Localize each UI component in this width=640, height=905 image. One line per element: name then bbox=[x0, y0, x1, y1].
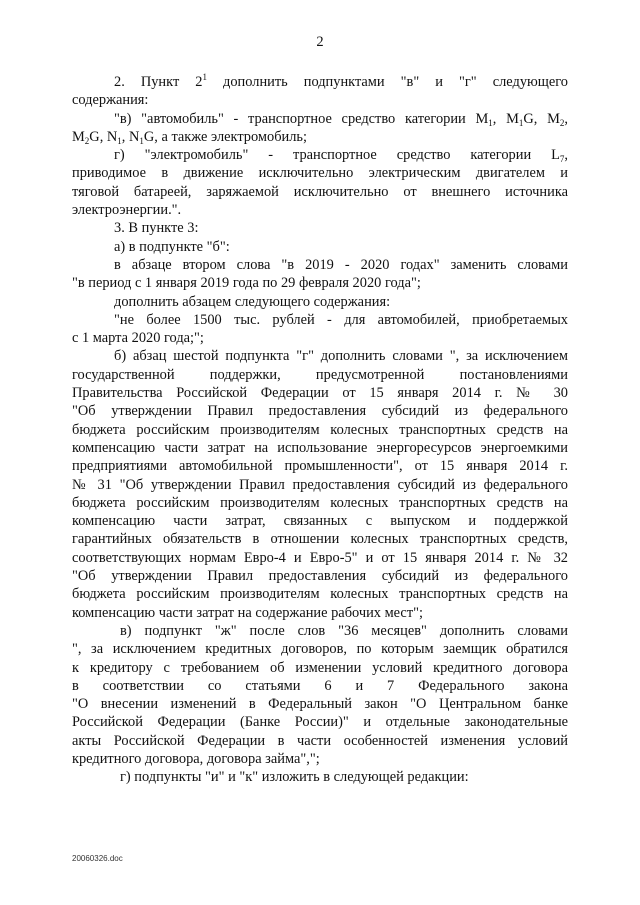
text-line: компенсацию части затрат на использование энергоресурсов энергоемкими bbox=[72, 439, 568, 456]
text-line: 3. В пункте 3: bbox=[114, 220, 199, 237]
text-line: компенсацию части затрат на содержание рабочих мест"; bbox=[72, 604, 423, 621]
text-line: приводимое в движение исключительно электрическим двигателем и bbox=[72, 165, 568, 182]
text-line: предприятиями автомобильной промышленности", от 15 января 2014 г. bbox=[72, 458, 568, 475]
text-line: "не более 1500 тыс. рублей - для автомобилей, приобретаемых bbox=[114, 311, 568, 328]
text-line: с 1 марта 2020 года;"; bbox=[72, 330, 204, 347]
text-line: электроэнергии.". bbox=[72, 202, 182, 219]
text-line: "Об утверждении Правил предоставления субсидий из федерального bbox=[72, 568, 568, 585]
text-line: ", за исключением кредитных договоров, по которым заемщик обратился bbox=[72, 641, 568, 658]
document-body bbox=[72, 73, 568, 787]
text-line: "Об утверждении Правил предоставления субсидий из федерального bbox=[72, 403, 568, 420]
text-line: акты Российской Федерации в части особенностей изменения условий bbox=[72, 732, 568, 749]
text-line: бюджета российским производителям колесных транспортных средств на bbox=[72, 586, 568, 603]
text-line: $M_2G$, $N_1$, $N_1G$, а также электромобиль; bbox=[72, 128, 307, 146]
text-line: бюджета российским производителям колесных транспортных средств на bbox=[72, 494, 568, 511]
text-line: к кредитору с требованием об изменении условий кредитного договора bbox=[72, 659, 568, 676]
text-line: а) в подпункте "б": bbox=[114, 238, 230, 255]
text-line: в) подпункт "ж" после слов "36 месяцев" дополнить словами bbox=[120, 622, 568, 639]
footer-filename: 20060326.doc bbox=[72, 854, 123, 863]
text-line: соответствующих нормам Евро-4 и Евро-5" и от 15 января 2014 г. № 32 bbox=[72, 549, 568, 566]
text-line: в абзаце втором слова "в 2019 - 2020 годах" заменить словами bbox=[114, 256, 568, 273]
text-line: содержания: bbox=[72, 92, 149, 109]
text-line: "в) "автомобиль" - транспортное средство категории $M_1$, $M_1G$, $M_2$, bbox=[114, 110, 568, 128]
text-line: государственной поддержки, предусмотренной постановлениями bbox=[72, 366, 568, 383]
text-line: дополнить абзацем следующего содержания: bbox=[114, 293, 391, 310]
text-line: б) абзац шестой подпункта "г" дополнить словами ", за исключением bbox=[114, 348, 568, 365]
text-line: г) "электромобиль" - транспортное средство категории $L_7$, bbox=[114, 147, 568, 165]
text-line: в соответствии со статьями 6 и 7 Федерального закона bbox=[72, 677, 568, 694]
text-line: бюджета российским производителям колесных транспортных средств на bbox=[72, 421, 568, 438]
text-line: кредитного договора, договора займа","; bbox=[72, 750, 320, 767]
text-line: г) подпункты "и" и "к" изложить в следующей редакции: bbox=[120, 769, 469, 786]
text-line: гарантийных обязательств в отношении колесных транспортных средств, bbox=[72, 531, 568, 548]
text-line: "О внесении изменений в Федеральный закон "О Центральном банке bbox=[72, 696, 568, 713]
text-line: № 31 "Об утверждении Правил предоставления субсидий из федерального bbox=[72, 476, 568, 493]
text-line: 2. Пункт $2^1$ дополнить подпунктами "в" и "г" следующего bbox=[114, 72, 568, 90]
text-line: Российской Федерации (Банке России)" и отдельные законодательные bbox=[72, 714, 568, 731]
text-line: тяговой батареей, заряжаемой исключительно от внешнего источника bbox=[72, 183, 568, 200]
text-line: "в период с 1 января 2019 года по 29 февраля 2020 года"; bbox=[72, 275, 421, 292]
page-number: 2 bbox=[316, 34, 324, 50]
text-line: Правительства Российской Федерации от 15 января 2014 г. № 30 bbox=[72, 385, 568, 402]
text-line: компенсацию части затрат, связанных с выпуском и поддержкой bbox=[72, 513, 568, 530]
